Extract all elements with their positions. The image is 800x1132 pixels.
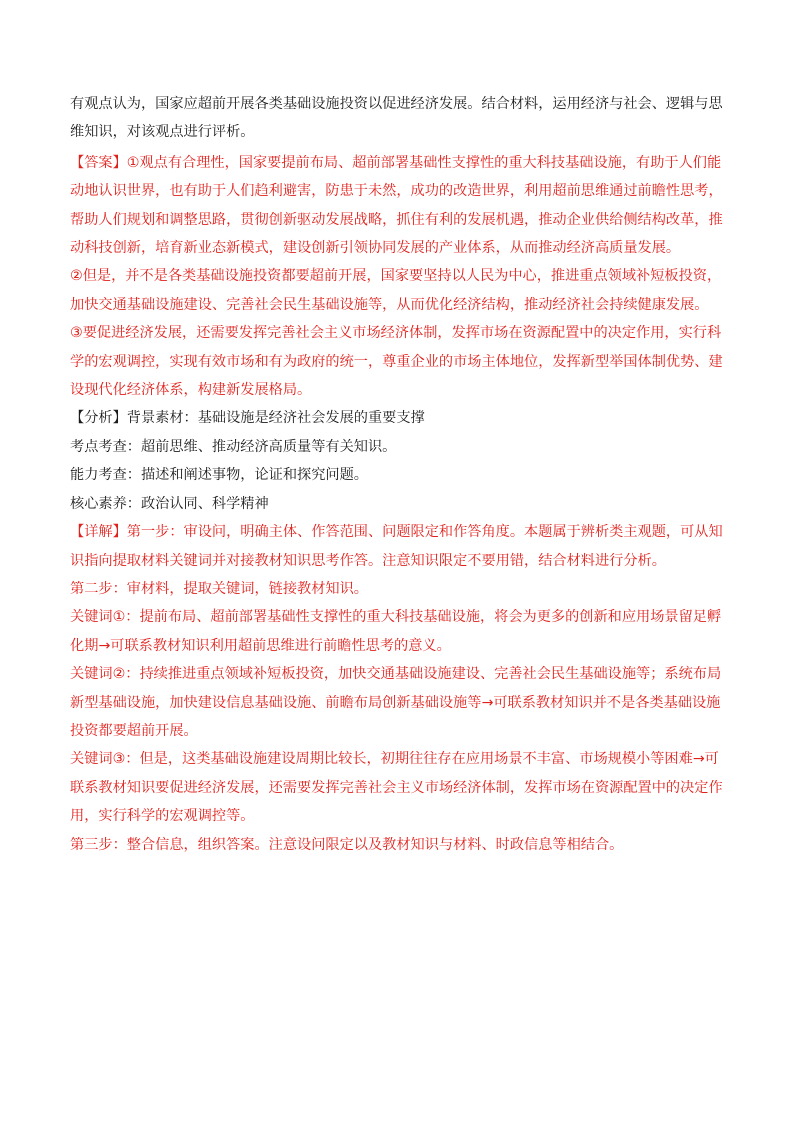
detail-line: 联系教材知识要促进经济发展，还需要发挥完善社会主义市场经济体制，发挥市场在资源配置中的决定作 <box>70 779 723 796</box>
analysis-line: 【分析】背景素材：基础设施是经济社会发展的重要支撑 <box>70 410 425 427</box>
detail-line: 用，实行科学的宏观调控等。 <box>70 808 255 825</box>
analysis-line: 考点考查：超前思维、推动经济高质量等有关知识。 <box>70 438 397 455</box>
answer-line: 动地认识世界，也有助于人们趋利避害，防患于未然，成功的改造世界，利用超前思维通过前瞻性思考， <box>70 183 723 200</box>
detail-line: 关键词①：提前布局、超前部署基础性支撑性的重大科技基础设施，将会为更多的创新和应用场景留足孵 <box>70 609 722 626</box>
detail-line: 化期→可联系教材知识利用超前思维进行前瞻性思考的意义。 <box>70 637 451 654</box>
answer-line: ③要促进经济发展，还需要发挥完善社会主义市场经济体制，发挥市场在资源配置中的决定作用，实行科 <box>70 325 722 342</box>
detail-line: 第三步：整合信息，组织答案。注意设问限定以及教材知识与材料、时政信息等相结合。 <box>70 836 624 853</box>
answer-line: ②但是，并不是各类基础设施投资都要超前开展，国家要坚持以人民为中心，推进重点领域补短板投资， <box>70 268 722 285</box>
answer-line: 设现代化经济体系，构建新发展格局。 <box>70 382 312 399</box>
answer-line: 学的宏观调控，实现有效市场和有为政府的统一，尊重企业的市场主体地位，发挥新型举国体制优势、建 <box>70 353 723 370</box>
question-line: 有观点认为，国家应超前开展各类基础设施投资以促进经济发展。结合材料，运用经济与社会、逻辑与思 <box>70 96 723 112</box>
detail-line: 投资都要超前开展。 <box>70 722 198 739</box>
detail-block <box>70 518 730 859</box>
answer-line: 动科技创新，培育新业态新模式，建设创新引领协同发展的产业体系，从而推动经济高质量发展。 <box>70 240 681 257</box>
detail-line: 第二步：审材料，提取关键词，链接教材知识。 <box>70 580 368 597</box>
detail-line: 关键词③：但是，这类基础设施建设周期比较长，初期往往存在应用场景不丰富、市场规模小等困难→可 <box>70 751 719 768</box>
analysis-line: 能力考查：描述和阐述事物，论证和探究问题。 <box>70 467 368 484</box>
answer-line: 【答案】①观点有合理性，国家要提前布局、超前部署基础性支撑性的重大科技基础设施，有助于人们能 <box>70 154 722 171</box>
answer-line: 加快交通基础设施建设、完善社会民生基础设施等，从而优化经济结构，推动经济社会持续健康发展。 <box>70 296 709 313</box>
answer-block <box>70 149 730 405</box>
question-line: 维知识，对该观点进行评析。 <box>70 124 255 141</box>
detail-line: 识指向提取材料关键词并对接教材知识思考作答。注意知识限定不要用错，结合材料进行分析。 <box>70 552 666 569</box>
question-block <box>70 90 730 147</box>
detail-line: 关键词②：持续推进重点领域补短板投资，加快交通基础设施建设、完善社会民生基础设施等；系统布局 <box>70 666 722 683</box>
analysis-block <box>70 404 730 518</box>
document-page <box>70 90 730 859</box>
answer-line: 帮助人们规划和调整思路，贯彻创新驱动发展战略，抓住有利的发展机遇，推动企业供给侧结构改革，推 <box>70 211 723 228</box>
analysis-line: 核心素养：政治认同、科学精神 <box>70 495 269 512</box>
detail-line: 【详解】第一步：审设问，明确主体、作答范围、问题限定和作答角度。本题属于辨析类主观题，可从知 <box>70 524 723 541</box>
detail-line: 新型基础设施，加快建设信息基础设施、前瞻布局创新基础设施等→可联系教材知识并不是各类基础设施 <box>70 694 721 711</box>
